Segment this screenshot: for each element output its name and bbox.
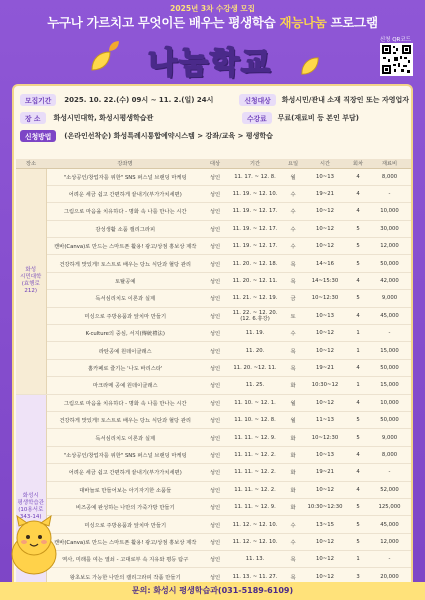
time-cell: 19~21 [302,185,348,202]
col-place: 장소 [16,159,46,168]
course-cell: 캔바(Canva)로 만드는 스마트폰 활용! 광고/상점 홍보상 제작 [46,533,204,550]
table-row [16,533,411,550]
time-cell: 10~12 [302,238,348,255]
fee-value: 무료(재료비 등 본인 부담) [277,113,359,122]
sessions-cell: 4 [348,203,368,220]
table-row [16,185,411,202]
sessions-cell: 1 [348,325,368,342]
table-header-row [16,159,411,168]
target-cell: 성인 [204,394,226,411]
fee-cell: 50,000 [368,411,411,428]
table-row [16,394,411,411]
target-cell: 성인 [204,498,226,515]
headline-part-3: 프로그램 [326,15,378,30]
fee-label: 수강료 [242,112,272,124]
day-cell: 수 [284,203,302,220]
fee-cell: 30,000 [368,220,411,237]
day-cell: 수 [284,220,302,237]
table-row [16,551,411,568]
table-row [16,325,411,342]
table-row [16,290,411,307]
day-cell: 목 [284,342,302,359]
col-material-fee: 재료비 [368,159,411,168]
day-cell: 목 [284,551,302,568]
sessions-cell: 1 [348,342,368,359]
info-section [20,92,409,143]
title-block [120,38,300,82]
target-cell: 성인 [204,220,226,237]
recruit-subtitle: 2025년 3차 수강생 모집 [170,4,255,13]
target-cell: 성인 [204,185,226,202]
day-cell: 금 [284,290,302,307]
target-cell: 성인 [204,238,226,255]
course-cell: 미싱으로 주방용품과 앞치마 만들기 [46,516,204,533]
table-row [16,429,411,446]
place-label: 장 소 [20,112,46,124]
sessions-cell: 4 [348,481,368,498]
place-group-cell: 화성시 평생학습관 (10용서로 343-14) [16,394,46,591]
fee-cell: 10,000 [368,203,411,220]
fee-cell: 50,000 [368,359,411,376]
day-cell: 목 [284,272,302,289]
time-cell: 10~12 [302,325,348,342]
leaf-icon [300,56,320,76]
period-cell: 11. 19. ~ 12. 17. [226,238,284,255]
period-cell: 11. 10. ~ 12. 8. [226,411,284,428]
day-cell: 목 [284,568,302,585]
fee-cell: - [368,464,411,481]
period-cell: 11. 19. ~ 12. 17. [226,203,284,220]
period-cell: 11. 20. [226,342,284,359]
course-cell: 대바늘로 만들어보는 아기자기한 소품들 [46,481,204,498]
course-cell: 감성생활 소품 캘리그라피 [46,220,204,237]
table-row [16,411,411,428]
sessions-cell: 4 [348,168,368,185]
time-cell: 10~13 [302,446,348,463]
period-cell: 11. 25. [226,377,284,394]
sessions-cell: 4 [348,394,368,411]
page-title: 나눔학교 [148,46,272,81]
contact-footer: 문의: 화성시 평생학습과(031-5189-6109) [0,582,425,600]
method-value[interactable]: (온라인선착순) 화성특례시통합예약시스템 > 강좌/교육 > 평생학습 [64,131,273,140]
leaf-icon [108,40,120,52]
table-row [16,516,411,533]
fee-cell: 125,000 [368,498,411,515]
table-row [16,464,411,481]
period-cell: 11. 19. ~ 12. 17. [226,220,284,237]
time-cell: 10:30~12 [302,377,348,394]
course-table [16,159,411,591]
period-cell: 11. 20. ~12. 11. [226,359,284,376]
place-group-cell: 화성 시민대학 (효행로 212) [16,168,46,394]
course-cell: 토탈공예 [46,272,204,289]
qr-code-icon[interactable] [380,43,413,76]
target-cell: 성인 [204,429,226,446]
period-cell: 11. 20. ~ 12. 18. [226,255,284,272]
time-cell: 14~15:30 [302,272,348,289]
time-cell: 11~13 [302,411,348,428]
fee-cell: 52,000 [368,481,411,498]
period-cell: 11. 20. ~ 12. 11. [226,272,284,289]
fee-cell: - [368,325,411,342]
headline-part-1: 누구나 가르치고 무엇이든 배우는 평생학습 [47,15,280,30]
method-label: 신청방법 [20,130,56,142]
col-time: 시간 [302,159,348,168]
fee-cell: 10,000 [368,394,411,411]
day-cell: 수 [284,533,302,550]
target-label: 신청대상 [239,94,275,106]
course-cell: 건강하게 맛있게! 토스트로 배우는 당뇨 식단과 혈당 관리 [46,411,204,428]
sessions-cell: 5 [348,255,368,272]
headline [0,13,425,31]
day-cell: 토 [284,307,302,324]
table-row [16,446,411,463]
fee-cell: 9,000 [368,290,411,307]
time-cell: 10~12 [302,568,348,585]
target-cell: 성인 [204,168,226,185]
period-cell: 11. 11. ~ 12. 2. [226,464,284,481]
course-cell: K-culture의 중심, 서지(傳統禮法) [46,325,204,342]
time-cell: 19~21 [302,464,348,481]
mascot-icon [3,514,65,576]
sessions-cell: 3 [348,568,368,585]
day-cell: 화 [284,498,302,515]
time-cell: 14~16 [302,255,348,272]
period-cell: 11. 11. ~ 12. 9. [226,498,284,515]
course-cell: 어려운 세금 쉽고 간편하게 끝내기(부가가치세편) [46,185,204,202]
time-cell: 10~12 [302,394,348,411]
day-cell: 수 [284,325,302,342]
time-cell: 10~13 [302,307,348,324]
target-cell: 성인 [204,290,226,307]
table-row [16,307,411,324]
time-cell: 10~12 [302,342,348,359]
table-row [16,342,411,359]
course-cell: 캔바(Canva)로 만드는 스마트폰 활용! 광고/상점 홍보상 제작 [46,238,204,255]
sessions-cell: 5 [348,516,368,533]
course-cell: 비즈공예 완성하는 나만의 가죽가방 만들기 [46,498,204,515]
col-period: 기간 [226,159,284,168]
target-cell: 성인 [204,516,226,533]
sessions-cell: 5 [348,533,368,550]
fee-cell: 45,000 [368,307,411,324]
course-cell: "소상공인/창업자를 위한" SNS 퍼스널 브랜딩 마케팅 [46,446,204,463]
col-course: 강좌명 [46,159,204,168]
time-cell: 10~12:30 [302,290,348,307]
sessions-cell: 4 [348,272,368,289]
sessions-cell: 4 [348,307,368,324]
fee-cell: - [368,551,411,568]
day-cell: 목 [284,255,302,272]
fee-cell: 9,000 [368,429,411,446]
period-cell: 11. 13. ~ 11. 27. [226,568,284,585]
recruit-value: 2025. 10. 22.(수) 09시 ~ 11. 2.(일) 24시 [64,95,214,104]
day-cell: 수 [284,185,302,202]
col-sessions: 회차 [348,159,368,168]
time-cell: 13~15 [302,516,348,533]
target-cell: 성인 [204,533,226,550]
table-row [16,481,411,498]
fee-cell: - [368,185,411,202]
target-cell: 성인 [204,568,226,585]
sessions-cell: 4 [348,185,368,202]
table-body [16,168,411,591]
course-cell: 어려운 세금 쉽고 간편하게 끝내기(부가가치세편) [46,464,204,481]
time-cell: 19~21 [302,359,348,376]
fee-cell: 20,000 [368,568,411,585]
day-cell: 월 [284,168,302,185]
table-row [16,238,411,255]
time-cell: 10:30~12:30 [302,498,348,515]
target-cell: 성인 [204,446,226,463]
period-cell: 11. 12. ~ 12. 10. [226,516,284,533]
time-cell: 10~13 [302,168,348,185]
col-day: 요일 [284,159,302,168]
table-row [16,498,411,515]
period-cell: 11. 11. ~ 12. 9. [226,429,284,446]
info-row-place [20,110,409,125]
time-cell: 10~12 [302,481,348,498]
sessions-cell: 5 [348,290,368,307]
fee-cell: 15,000 [368,342,411,359]
sessions-cell: 4 [348,446,368,463]
sessions-cell: 5 [348,220,368,237]
target-cell: 성인 [204,481,226,498]
time-cell: 10~12 [302,533,348,550]
fee-cell: 15,000 [368,377,411,394]
sessions-cell: 4 [348,464,368,481]
course-cell: 그림으로 마음을 치유하다 - 명화 속 나를 만나는 시간 [46,203,204,220]
sessions-cell: 5 [348,429,368,446]
fee-cell: 12,000 [368,533,411,550]
fee-cell: 50,000 [368,255,411,272]
time-cell: 10~12 [302,220,348,237]
period-cell: 11. 19. [226,325,284,342]
sessions-cell: 5 [348,238,368,255]
period-cell: 11. 10. ~ 12. 1. [226,394,284,411]
day-cell: 화 [284,464,302,481]
target-cell: 성인 [204,255,226,272]
table-row [16,255,411,272]
table-row [16,203,411,220]
day-cell: 목 [284,359,302,376]
course-cell: "소상공인/창업자를 위한" SNS 퍼스널 브랜딩 마케팅 [46,168,204,185]
qr-label: 신청 QR코드 [379,37,411,43]
info-row-method [20,128,409,143]
target-cell: 성인 [204,307,226,324]
period-cell: 11. 22. ~ 12. 20. (12. 6.휴강) [226,307,284,324]
course-cell: 역사, 미래를 여는 열쇠 - 고대로부 속 지유와 평등 탐구 [46,551,204,568]
fee-cell: 12,000 [368,238,411,255]
day-cell: 수 [284,238,302,255]
target-cell: 성인 [204,377,226,394]
time-cell: 10~12 [302,203,348,220]
period-cell: 11. 17. ~ 12. 8. [226,168,284,185]
headline-highlight: 재능나눔 [279,15,327,30]
day-cell: 수 [284,516,302,533]
fee-cell: 8,000 [368,446,411,463]
course-cell: 홈카페로 즐기는 '나도 바리스타' [46,359,204,376]
day-cell: 화 [284,377,302,394]
target-cell: 성인 [204,359,226,376]
period-cell: 11. 13. [226,551,284,568]
course-cell: 마크라메 공예 원데이클래스 [46,377,204,394]
period-cell: 11. 11. ~ 12. 2. [226,446,284,463]
course-cell: 건강하게 맛있게! 토스트로 배우는 당뇨 식단과 혈당 관리 [46,255,204,272]
fee-cell: 8,000 [368,168,411,185]
leaf-icon [90,50,112,72]
day-cell: 월 [284,394,302,411]
time-cell: 10~12 [302,551,348,568]
period-cell: 11. 12. ~ 12. 10. [226,533,284,550]
day-cell: 월 [284,411,302,428]
course-cell: 그림으로 마음을 치유하다 - 명화 속 나를 만나는 시간 [46,394,204,411]
fee-cell: 45,000 [368,516,411,533]
content-panel [12,84,413,591]
sessions-cell: 5 [348,498,368,515]
recruit-label: 모집기간 [20,94,56,106]
target-cell: 성인 [204,203,226,220]
day-cell: 화 [284,429,302,446]
day-cell: 화 [284,446,302,463]
sessions-cell: 1 [348,551,368,568]
target-cell: 성인 [204,411,226,428]
table-row [16,359,411,376]
sessions-cell: 4 [348,359,368,376]
course-cell: 라탄공예 원데이클래스 [46,342,204,359]
table-row [16,220,411,237]
target-cell: 성인 [204,342,226,359]
period-cell: 11. 19. ~ 12. 10. [226,185,284,202]
period-cell: 11. 11. ~ 12. 2. [226,481,284,498]
target-cell: 성인 [204,272,226,289]
sessions-cell: 5 [348,411,368,428]
day-cell: 화 [284,481,302,498]
course-cell: 왕초보도 가능한 나만의 캘리그라피 작품 만들기 [46,568,204,585]
period-cell: 11. 21. ~ 12. 19. [226,290,284,307]
course-cell: 독서심리치도 이론과 실제 [46,429,204,446]
target-cell: 성인 [204,551,226,568]
course-cell: 독서심리치도 이론과 실제 [46,290,204,307]
col-target: 대상 [204,159,226,168]
table-row [16,377,411,394]
target-value: 화성시민/관내 소재 직장인 또는 자영업자 [281,95,409,104]
table-row [16,272,411,289]
sessions-cell: 1 [348,377,368,394]
fee-cell: 42,000 [368,272,411,289]
target-cell: 성인 [204,325,226,342]
time-cell: 10~12:30 [302,429,348,446]
course-cell: 미싱으로 주방용품과 앞치마 만들기 [46,307,204,324]
info-row-recruit [20,92,409,107]
target-cell: 성인 [204,464,226,481]
place-value: 화성시민대학, 화성시평생학습관 [53,113,154,122]
table-row [16,168,411,185]
